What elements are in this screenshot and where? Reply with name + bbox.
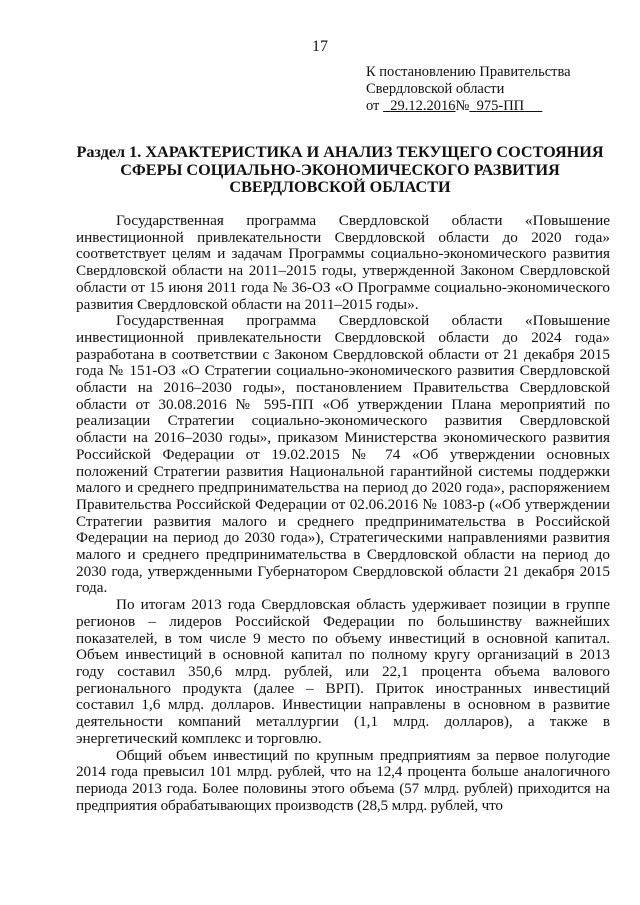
stamp-reference [366, 98, 571, 115]
stamp-line-2: Свердловской области [366, 81, 505, 97]
paragraph: По итогам 2013 года Свердловская область удерживает позиции в группе регионов – лидеров Российской Федерации по большинству важнейших показателей, в том числе 9 место по объему инвестиций в основной капитал. Объем инвестиций в основной капитал по полному кругу организаций в 2013 году составил 350,6 млрд. рублей, или 22,1 процента объема валового регионального продукта (далее – ВРП). Приток иностранных инвестиций составил 1,6 млрд. долларов. Инвестиции направлены в основном в развитие деятельности компаний металлургии (1,1 млрд. долларов), а также в энергетический комплекс и торговлю. [76, 596, 610, 747]
paragraph: Государственная программа Свердловской области «Повышение инвестиционной привлекательности Свердловской области до 2024 года» разработана в соответствии с Законом Свердловской области от 21 декабря 2015 года № 151-ОЗ «О Стратегии социально-экономического развития Свердловской области на 2016–2030 годы», постановлением Правительства Свердловской области от 30.08.2016 № 595-ПП «Об утверждении Плана мероприятий по реализации Стратегии социально-экономического развития Свердловской области на 2016–2030 годы», приказом Министерства экономического развития Российской Федерации от 19.02.2015 № 74 «Об утверждении основных положений Стратегии развития Национальной гарантийной системы поддержки малого и среднего предпринимательства на период до 2020 года», распоряжением Правительства Российской Федерации от 02.06.2016 № 1083-р («Об утверждении Стратегии развития малого и среднего предпринимательства в Российской Федерации на период до 2030 года»), Стратегическими направлениями развития малого и среднего предпринимательства в Свердловской области на период до 2030 года, утвержденными Губернатором Свердловской области 21 декабря 2015 года. [76, 312, 610, 597]
stamp-date-value: 29.12.2016 [390, 98, 456, 114]
page-number: 17 [312, 38, 328, 55]
section-heading: Раздел 1. ХАРАКТЕРИСТИКА И АНАЛИЗ ТЕКУЩЕГО СОСТОЯНИЯ СФЕРЫ СОЦИАЛЬНО-ЭКОНОМИЧЕСКОГО РАЗВИТИЯ СВЕРДЛОВСКОЙ ОБЛАСТИ [76, 143, 604, 196]
stamp-number [469, 98, 542, 114]
stamp-number-value: 975-ПП [476, 98, 525, 114]
stamp-prefix: от [366, 98, 380, 114]
stamp-number-sign: № [455, 98, 470, 114]
paragraph: Общий объем инвестиций по крупным предприятиям за первое полугодие 2014 года превысил 101 млрд. рублей, что на 12,4 процента больше аналогичного периода 2013 года. Более половины этого объема (57 млрд. рублей) приходится на предприятия обрабатывающих производств (28,5 млрд. рублей, что [76, 746, 610, 814]
document-body [76, 213, 610, 814]
stamp-date [383, 98, 456, 114]
stamp-line-1: К постановлению Правительства [366, 64, 571, 80]
paragraph: Государственная программа Свердловской области «Повышение инвестиционной привлекательности Свердловской области до 2020 года» соответствует целям и задачам Программы социально-экономического развития Свердловской области на 2011–2015 годы, утвержденной Законом Свердловской области от 15 июня 2011 года № 36-ОЗ «О Программе социально-экономического развития Свердловской области на 2011–2015 годы». [76, 212, 610, 313]
resolution-stamp [366, 64, 571, 115]
